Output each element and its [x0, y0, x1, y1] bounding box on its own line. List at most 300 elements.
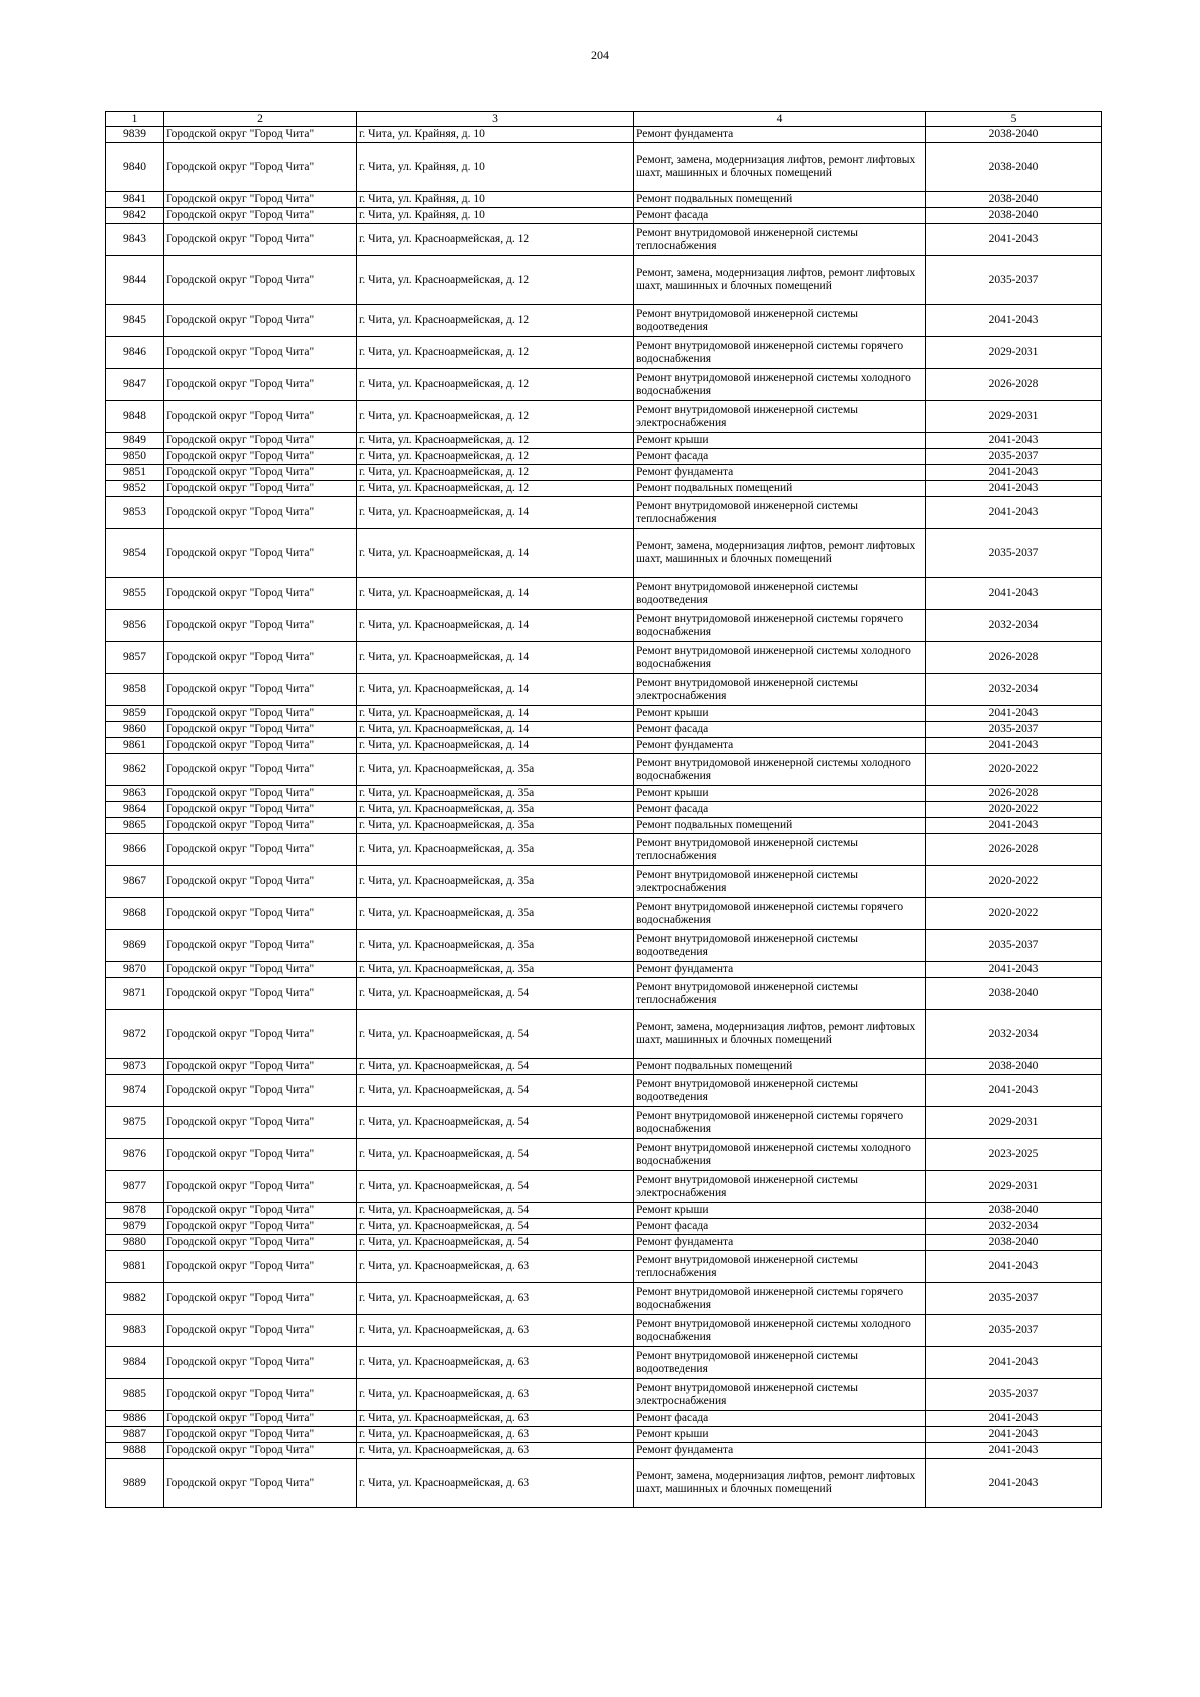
- address-cell: г. Чита, ул. Красноармейская, д. 12: [357, 337, 634, 369]
- address-cell: г. Чита, ул. Красноармейская, д. 54: [357, 1203, 634, 1219]
- table-row: [106, 610, 1102, 642]
- table-row: [106, 578, 1102, 610]
- column-header-4: 4: [634, 112, 926, 127]
- row-number-cell: 9880: [106, 1235, 164, 1251]
- address-cell: г. Чита, ул. Красноармейская, д. 54: [357, 1107, 634, 1139]
- address-cell: г. Чита, ул. Красноармейская, д. 14: [357, 722, 634, 738]
- work-type-cell: Ремонт крыши: [634, 1427, 926, 1443]
- municipality-cell: Городской округ "Город Чита": [164, 898, 357, 930]
- row-number-cell: 9839: [106, 127, 164, 143]
- column-header-5: 5: [926, 112, 1102, 127]
- work-type-cell: Ремонт фасада: [634, 1219, 926, 1235]
- municipality-cell: Городской округ "Город Чита": [164, 1059, 357, 1075]
- work-type-cell: Ремонт фундамента: [634, 1443, 926, 1459]
- period-cell: 2038-2040: [926, 208, 1102, 224]
- period-cell: 2026-2028: [926, 642, 1102, 674]
- work-type-cell: Ремонт внутридомовой инженерной системы теплоснабжения: [634, 1251, 926, 1283]
- address-cell: г. Чита, ул. Красноармейская, д. 54: [357, 978, 634, 1010]
- table-row: [106, 930, 1102, 962]
- row-number-cell: 9887: [106, 1427, 164, 1443]
- table-body: [106, 127, 1102, 1508]
- period-cell: 2038-2040: [926, 1203, 1102, 1219]
- municipality-cell: Городской округ "Город Чита": [164, 610, 357, 642]
- address-cell: г. Чита, ул. Красноармейская, д. 35а: [357, 802, 634, 818]
- address-cell: г. Чита, ул. Красноармейская, д. 63: [357, 1251, 634, 1283]
- address-cell: г. Чита, ул. Красноармейская, д. 63: [357, 1283, 634, 1315]
- address-cell: г. Чита, ул. Красноармейская, д. 12: [357, 449, 634, 465]
- municipality-cell: Городской округ "Город Чита": [164, 465, 357, 481]
- period-cell: 2020-2022: [926, 802, 1102, 818]
- address-cell: г. Чита, ул. Красноармейская, д. 35а: [357, 754, 634, 786]
- table-row: [106, 256, 1102, 305]
- municipality-cell: Городской округ "Город Чита": [164, 930, 357, 962]
- table-row: [106, 305, 1102, 337]
- address-cell: г. Чита, ул. Красноармейская, д. 63: [357, 1411, 634, 1427]
- address-cell: г. Чита, ул. Красноармейская, д. 14: [357, 738, 634, 754]
- address-cell: г. Чита, ул. Красноармейская, д. 63: [357, 1443, 634, 1459]
- table-row: [106, 401, 1102, 433]
- work-type-cell: Ремонт, замена, модернизация лифтов, ремонт лифтовых шахт, машинных и блочных помещений: [634, 529, 926, 578]
- address-cell: г. Чита, ул. Красноармейская, д. 63: [357, 1427, 634, 1443]
- municipality-cell: Городской округ "Город Чита": [164, 449, 357, 465]
- table-row: [106, 722, 1102, 738]
- period-cell: 2038-2040: [926, 143, 1102, 192]
- period-cell: 2020-2022: [926, 754, 1102, 786]
- period-cell: 2026-2028: [926, 786, 1102, 802]
- address-cell: г. Чита, ул. Крайняя, д. 10: [357, 192, 634, 208]
- row-number-cell: 9848: [106, 401, 164, 433]
- period-cell: 2041-2043: [926, 1251, 1102, 1283]
- table-row: [106, 1171, 1102, 1203]
- period-cell: 2041-2043: [926, 578, 1102, 610]
- address-cell: г. Чита, ул. Красноармейская, д. 12: [357, 433, 634, 449]
- work-type-cell: Ремонт внутридомовой инженерной системы горячего водоснабжения: [634, 1107, 926, 1139]
- table-row: [106, 208, 1102, 224]
- table-row: [106, 1427, 1102, 1443]
- period-cell: 2035-2037: [926, 449, 1102, 465]
- row-number-cell: 9854: [106, 529, 164, 578]
- work-type-cell: Ремонт внутридомовой инженерной системы горячего водоснабжения: [634, 610, 926, 642]
- table-row: [106, 866, 1102, 898]
- municipality-cell: Городской округ "Город Чита": [164, 818, 357, 834]
- work-type-cell: Ремонт внутридомовой инженерной системы теплоснабжения: [634, 978, 926, 1010]
- address-cell: г. Чита, ул. Красноармейская, д. 63: [357, 1379, 634, 1411]
- work-type-cell: Ремонт фасада: [634, 1411, 926, 1427]
- work-type-cell: Ремонт внутридомовой инженерной системы электроснабжения: [634, 1171, 926, 1203]
- work-type-cell: Ремонт подвальных помещений: [634, 192, 926, 208]
- work-type-cell: Ремонт крыши: [634, 433, 926, 449]
- period-cell: 2041-2043: [926, 1459, 1102, 1508]
- address-cell: г. Чита, ул. Красноармейская, д. 12: [357, 369, 634, 401]
- work-type-cell: Ремонт фундамента: [634, 1235, 926, 1251]
- row-number-cell: 9873: [106, 1059, 164, 1075]
- table-row: [106, 1235, 1102, 1251]
- work-type-cell: Ремонт, замена, модернизация лифтов, ремонт лифтовых шахт, машинных и блочных помещений: [634, 1459, 926, 1508]
- row-number-cell: 9846: [106, 337, 164, 369]
- work-type-cell: Ремонт внутридомовой инженерной системы водоотведения: [634, 1347, 926, 1379]
- period-cell: 2026-2028: [926, 369, 1102, 401]
- municipality-cell: Городской округ "Город Чита": [164, 337, 357, 369]
- address-cell: г. Чита, ул. Красноармейская, д. 35а: [357, 930, 634, 962]
- address-cell: г. Чита, ул. Красноармейская, д. 12: [357, 224, 634, 256]
- period-cell: 2041-2043: [926, 465, 1102, 481]
- table-row: [106, 834, 1102, 866]
- municipality-cell: Городской округ "Город Чита": [164, 978, 357, 1010]
- row-number-cell: 9858: [106, 674, 164, 706]
- municipality-cell: Городской округ "Город Чита": [164, 1107, 357, 1139]
- row-number-cell: 9857: [106, 642, 164, 674]
- work-type-cell: Ремонт внутридомовой инженерной системы холодного водоснабжения: [634, 1315, 926, 1347]
- municipality-cell: Городской округ "Город Чита": [164, 143, 357, 192]
- table-row: [106, 898, 1102, 930]
- row-number-cell: 9856: [106, 610, 164, 642]
- period-cell: 2041-2043: [926, 1443, 1102, 1459]
- column-header-3: 3: [357, 112, 634, 127]
- table-row: [106, 1075, 1102, 1107]
- row-number-cell: 9874: [106, 1075, 164, 1107]
- table-row: [106, 1379, 1102, 1411]
- municipality-cell: Городской округ "Город Чита": [164, 1459, 357, 1508]
- address-cell: г. Чита, ул. Красноармейская, д. 63: [357, 1315, 634, 1347]
- row-number-cell: 9855: [106, 578, 164, 610]
- table-row: [106, 786, 1102, 802]
- period-cell: 2041-2043: [926, 818, 1102, 834]
- row-number-cell: 9863: [106, 786, 164, 802]
- table-row: [106, 143, 1102, 192]
- period-cell: 2035-2037: [926, 930, 1102, 962]
- municipality-cell: Городской округ "Город Чита": [164, 962, 357, 978]
- work-type-cell: Ремонт, замена, модернизация лифтов, ремонт лифтовых шахт, машинных и блочных помещений: [634, 143, 926, 192]
- period-cell: 2029-2031: [926, 401, 1102, 433]
- municipality-cell: Городской округ "Город Чита": [164, 1379, 357, 1411]
- header-row: [106, 112, 1102, 127]
- row-number-cell: 9840: [106, 143, 164, 192]
- period-cell: 2020-2022: [926, 866, 1102, 898]
- municipality-cell: Городской округ "Город Чита": [164, 1283, 357, 1315]
- work-type-cell: Ремонт, замена, модернизация лифтов, ремонт лифтовых шахт, машинных и блочных помещений: [634, 256, 926, 305]
- work-type-cell: Ремонт фасада: [634, 208, 926, 224]
- period-cell: 2035-2037: [926, 529, 1102, 578]
- work-type-cell: Ремонт крыши: [634, 1203, 926, 1219]
- period-cell: 2041-2043: [926, 433, 1102, 449]
- address-cell: г. Чита, ул. Красноармейская, д. 14: [357, 578, 634, 610]
- period-cell: 2020-2022: [926, 898, 1102, 930]
- address-cell: г. Чита, ул. Красноармейская, д. 12: [357, 256, 634, 305]
- work-type-cell: Ремонт внутридомовой инженерной системы электроснабжения: [634, 1379, 926, 1411]
- work-type-cell: Ремонт внутридомовой инженерной системы теплоснабжения: [634, 497, 926, 529]
- municipality-cell: Городской округ "Город Чита": [164, 642, 357, 674]
- row-number-cell: 9876: [106, 1139, 164, 1171]
- work-type-cell: Ремонт внутридомовой инженерной системы электроснабжения: [634, 866, 926, 898]
- row-number-cell: 9862: [106, 754, 164, 786]
- work-type-cell: Ремонт внутридомовой инженерной системы теплоснабжения: [634, 834, 926, 866]
- work-type-cell: Ремонт внутридомовой инженерной системы теплоснабжения: [634, 224, 926, 256]
- work-type-cell: Ремонт внутридомовой инженерной системы водоотведения: [634, 930, 926, 962]
- row-number-cell: 9852: [106, 481, 164, 497]
- work-type-cell: Ремонт внутридомовой инженерной системы холодного водоснабжения: [634, 369, 926, 401]
- table-row: [106, 754, 1102, 786]
- table-row: [106, 127, 1102, 143]
- period-cell: 2032-2034: [926, 674, 1102, 706]
- address-cell: г. Чита, ул. Крайняя, д. 10: [357, 208, 634, 224]
- row-number-cell: 9841: [106, 192, 164, 208]
- address-cell: г. Чита, ул. Красноармейская, д. 14: [357, 642, 634, 674]
- municipality-cell: Городской округ "Город Чита": [164, 674, 357, 706]
- work-type-cell: Ремонт внутридомовой инженерной системы водоотведения: [634, 305, 926, 337]
- row-number-cell: 9875: [106, 1107, 164, 1139]
- row-number-cell: 9883: [106, 1315, 164, 1347]
- period-cell: 2041-2043: [926, 738, 1102, 754]
- row-number-cell: 9867: [106, 866, 164, 898]
- row-number-cell: 9860: [106, 722, 164, 738]
- municipality-cell: Городской округ "Город Чита": [164, 529, 357, 578]
- address-cell: г. Чита, ул. Красноармейская, д. 35а: [357, 786, 634, 802]
- municipality-cell: Городской округ "Город Чита": [164, 834, 357, 866]
- table-row: [106, 674, 1102, 706]
- municipality-cell: Городской округ "Город Чита": [164, 433, 357, 449]
- period-cell: 2041-2043: [926, 706, 1102, 722]
- row-number-cell: 9845: [106, 305, 164, 337]
- row-number-cell: 9864: [106, 802, 164, 818]
- row-number-cell: 9866: [106, 834, 164, 866]
- work-type-cell: Ремонт внутридомовой инженерной системы горячего водоснабжения: [634, 1283, 926, 1315]
- municipality-cell: Городской округ "Город Чита": [164, 497, 357, 529]
- municipality-cell: Городской округ "Город Чита": [164, 192, 357, 208]
- row-number-cell: 9872: [106, 1010, 164, 1059]
- period-cell: 2029-2031: [926, 337, 1102, 369]
- register-table: [105, 111, 1102, 1508]
- period-cell: 2041-2043: [926, 224, 1102, 256]
- table-row: [106, 192, 1102, 208]
- table-row: [106, 1443, 1102, 1459]
- municipality-cell: Городской округ "Город Чита": [164, 1171, 357, 1203]
- work-type-cell: Ремонт фасада: [634, 722, 926, 738]
- period-cell: 2038-2040: [926, 1235, 1102, 1251]
- municipality-cell: Городской округ "Город Чита": [164, 127, 357, 143]
- table-row: [106, 1203, 1102, 1219]
- work-type-cell: Ремонт внутридомовой инженерной системы водоотведения: [634, 1075, 926, 1107]
- period-cell: 2035-2037: [926, 722, 1102, 738]
- table-row: [106, 1347, 1102, 1379]
- period-cell: 2041-2043: [926, 1411, 1102, 1427]
- address-cell: г. Чита, ул. Красноармейская, д. 35а: [357, 866, 634, 898]
- municipality-cell: Городской округ "Город Чита": [164, 305, 357, 337]
- work-type-cell: Ремонт крыши: [634, 786, 926, 802]
- row-number-cell: 9877: [106, 1171, 164, 1203]
- table-row: [106, 1107, 1102, 1139]
- municipality-cell: Городской округ "Город Чита": [164, 754, 357, 786]
- period-cell: 2032-2034: [926, 1010, 1102, 1059]
- table-row: [106, 1283, 1102, 1315]
- period-cell: 2032-2034: [926, 610, 1102, 642]
- address-cell: г. Чита, ул. Красноармейская, д. 54: [357, 1171, 634, 1203]
- period-cell: 2038-2040: [926, 1059, 1102, 1075]
- address-cell: г. Чита, ул. Красноармейская, д. 12: [357, 481, 634, 497]
- work-type-cell: Ремонт фундамента: [634, 127, 926, 143]
- row-number-cell: 9884: [106, 1347, 164, 1379]
- municipality-cell: Городской округ "Город Чита": [164, 401, 357, 433]
- column-header-1: 1: [106, 112, 164, 127]
- table-row: [106, 738, 1102, 754]
- work-type-cell: Ремонт фундамента: [634, 738, 926, 754]
- period-cell: 2041-2043: [926, 497, 1102, 529]
- period-cell: 2038-2040: [926, 127, 1102, 143]
- period-cell: 2038-2040: [926, 192, 1102, 208]
- work-type-cell: Ремонт внутридомовой инженерной системы электроснабжения: [634, 401, 926, 433]
- work-type-cell: Ремонт подвальных помещений: [634, 1059, 926, 1075]
- address-cell: г. Чита, ул. Красноармейская, д. 12: [357, 401, 634, 433]
- period-cell: 2041-2043: [926, 481, 1102, 497]
- work-type-cell: Ремонт фасада: [634, 449, 926, 465]
- table-header: [106, 112, 1102, 127]
- municipality-cell: Городской округ "Город Чита": [164, 786, 357, 802]
- municipality-cell: Городской округ "Город Чита": [164, 1347, 357, 1379]
- work-type-cell: Ремонт внутридомовой инженерной системы холодного водоснабжения: [634, 642, 926, 674]
- address-cell: г. Чита, ул. Красноармейская, д. 63: [357, 1347, 634, 1379]
- address-cell: г. Чита, ул. Красноармейская, д. 14: [357, 529, 634, 578]
- row-number-cell: 9869: [106, 930, 164, 962]
- row-number-cell: 9847: [106, 369, 164, 401]
- row-number-cell: 9850: [106, 449, 164, 465]
- work-type-cell: Ремонт внутридомовой инженерной системы холодного водоснабжения: [634, 1139, 926, 1171]
- address-cell: г. Чита, ул. Красноармейская, д. 63: [357, 1459, 634, 1508]
- municipality-cell: Городской округ "Город Чита": [164, 1443, 357, 1459]
- row-number-cell: 9865: [106, 818, 164, 834]
- municipality-cell: Городской округ "Город Чита": [164, 1235, 357, 1251]
- address-cell: г. Чита, ул. Красноармейская, д. 35а: [357, 818, 634, 834]
- table-row: [106, 1219, 1102, 1235]
- period-cell: 2035-2037: [926, 1379, 1102, 1411]
- period-cell: 2023-2025: [926, 1139, 1102, 1171]
- address-cell: г. Чита, ул. Красноармейская, д. 35а: [357, 898, 634, 930]
- municipality-cell: Городской округ "Город Чита": [164, 1139, 357, 1171]
- row-number-cell: 9843: [106, 224, 164, 256]
- row-number-cell: 9881: [106, 1251, 164, 1283]
- period-cell: 2041-2043: [926, 305, 1102, 337]
- row-number-cell: 9870: [106, 962, 164, 978]
- table-row: [106, 497, 1102, 529]
- table-row: [106, 706, 1102, 722]
- row-number-cell: 9889: [106, 1459, 164, 1508]
- address-cell: г. Чита, ул. Красноармейская, д. 12: [357, 305, 634, 337]
- address-cell: г. Чита, ул. Красноармейская, д. 54: [357, 1139, 634, 1171]
- row-number-cell: 9851: [106, 465, 164, 481]
- municipality-cell: Городской округ "Город Чита": [164, 1010, 357, 1059]
- period-cell: 2038-2040: [926, 978, 1102, 1010]
- table-row: [106, 1139, 1102, 1171]
- table-row: [106, 978, 1102, 1010]
- address-cell: г. Чита, ул. Красноармейская, д. 14: [357, 706, 634, 722]
- address-cell: г. Чита, ул. Красноармейская, д. 54: [357, 1235, 634, 1251]
- row-number-cell: 9859: [106, 706, 164, 722]
- work-type-cell: Ремонт фасада: [634, 802, 926, 818]
- period-cell: 2029-2031: [926, 1171, 1102, 1203]
- municipality-cell: Городской округ "Город Чита": [164, 578, 357, 610]
- table-row: [106, 465, 1102, 481]
- table-row: [106, 1251, 1102, 1283]
- table-row: [106, 224, 1102, 256]
- table-row: [106, 642, 1102, 674]
- period-cell: 2041-2043: [926, 1075, 1102, 1107]
- address-cell: г. Чита, ул. Крайняя, д. 10: [357, 127, 634, 143]
- work-type-cell: Ремонт внутридомовой инженерной системы горячего водоснабжения: [634, 337, 926, 369]
- work-type-cell: Ремонт крыши: [634, 706, 926, 722]
- period-cell: 2032-2034: [926, 1219, 1102, 1235]
- address-cell: г. Чита, ул. Красноармейская, д. 54: [357, 1219, 634, 1235]
- row-number-cell: 9878: [106, 1203, 164, 1219]
- row-number-cell: 9886: [106, 1411, 164, 1427]
- work-type-cell: Ремонт подвальных помещений: [634, 818, 926, 834]
- municipality-cell: Городской округ "Город Чита": [164, 256, 357, 305]
- table-row: [106, 433, 1102, 449]
- row-number-cell: 9879: [106, 1219, 164, 1235]
- table-row: [106, 1010, 1102, 1059]
- work-type-cell: Ремонт внутридомовой инженерной системы электроснабжения: [634, 674, 926, 706]
- table-row: [106, 1459, 1102, 1508]
- row-number-cell: 9871: [106, 978, 164, 1010]
- address-cell: г. Чита, ул. Красноармейская, д. 35а: [357, 834, 634, 866]
- row-number-cell: 9861: [106, 738, 164, 754]
- period-cell: 2041-2043: [926, 962, 1102, 978]
- address-cell: г. Чита, ул. Красноармейская, д. 14: [357, 497, 634, 529]
- address-cell: г. Чита, ул. Красноармейская, д. 14: [357, 674, 634, 706]
- municipality-cell: Городской округ "Город Чита": [164, 1315, 357, 1347]
- address-cell: г. Чита, ул. Красноармейская, д. 12: [357, 465, 634, 481]
- table-row: [106, 1411, 1102, 1427]
- municipality-cell: Городской округ "Город Чита": [164, 1075, 357, 1107]
- work-type-cell: Ремонт подвальных помещений: [634, 481, 926, 497]
- municipality-cell: Городской округ "Город Чита": [164, 1219, 357, 1235]
- period-cell: 2041-2043: [926, 1427, 1102, 1443]
- row-number-cell: 9888: [106, 1443, 164, 1459]
- row-number-cell: 9882: [106, 1283, 164, 1315]
- period-cell: 2035-2037: [926, 256, 1102, 305]
- address-cell: г. Чита, ул. Красноармейская, д. 54: [357, 1075, 634, 1107]
- table-row: [106, 818, 1102, 834]
- table-row: [106, 337, 1102, 369]
- work-type-cell: Ремонт внутридомовой инженерной системы холодного водоснабжения: [634, 754, 926, 786]
- row-number-cell: 9844: [106, 256, 164, 305]
- period-cell: 2035-2037: [926, 1283, 1102, 1315]
- period-cell: 2029-2031: [926, 1107, 1102, 1139]
- table-row: [106, 369, 1102, 401]
- municipality-cell: Городской округ "Город Чита": [164, 1427, 357, 1443]
- municipality-cell: Городской округ "Город Чита": [164, 1203, 357, 1219]
- municipality-cell: Городской округ "Город Чита": [164, 481, 357, 497]
- municipality-cell: Городской округ "Город Чита": [164, 706, 357, 722]
- period-cell: 2035-2037: [926, 1315, 1102, 1347]
- work-type-cell: Ремонт фундамента: [634, 962, 926, 978]
- period-cell: 2041-2043: [926, 1347, 1102, 1379]
- municipality-cell: Городской округ "Город Чита": [164, 224, 357, 256]
- row-number-cell: 9849: [106, 433, 164, 449]
- work-type-cell: Ремонт внутридомовой инженерной системы горячего водоснабжения: [634, 898, 926, 930]
- table-row: [106, 1315, 1102, 1347]
- row-number-cell: 9868: [106, 898, 164, 930]
- municipality-cell: Городской округ "Город Чита": [164, 369, 357, 401]
- table-row: [106, 529, 1102, 578]
- table-row: [106, 962, 1102, 978]
- municipality-cell: Городской округ "Город Чита": [164, 1251, 357, 1283]
- work-type-cell: Ремонт, замена, модернизация лифтов, ремонт лифтовых шахт, машинных и блочных помещений: [634, 1010, 926, 1059]
- row-number-cell: 9885: [106, 1379, 164, 1411]
- work-type-cell: Ремонт фундамента: [634, 465, 926, 481]
- table-row: [106, 449, 1102, 465]
- address-cell: г. Чита, ул. Красноармейская, д. 54: [357, 1010, 634, 1059]
- row-number-cell: 9853: [106, 497, 164, 529]
- address-cell: г. Чита, ул. Крайняя, д. 10: [357, 143, 634, 192]
- table-row: [106, 1059, 1102, 1075]
